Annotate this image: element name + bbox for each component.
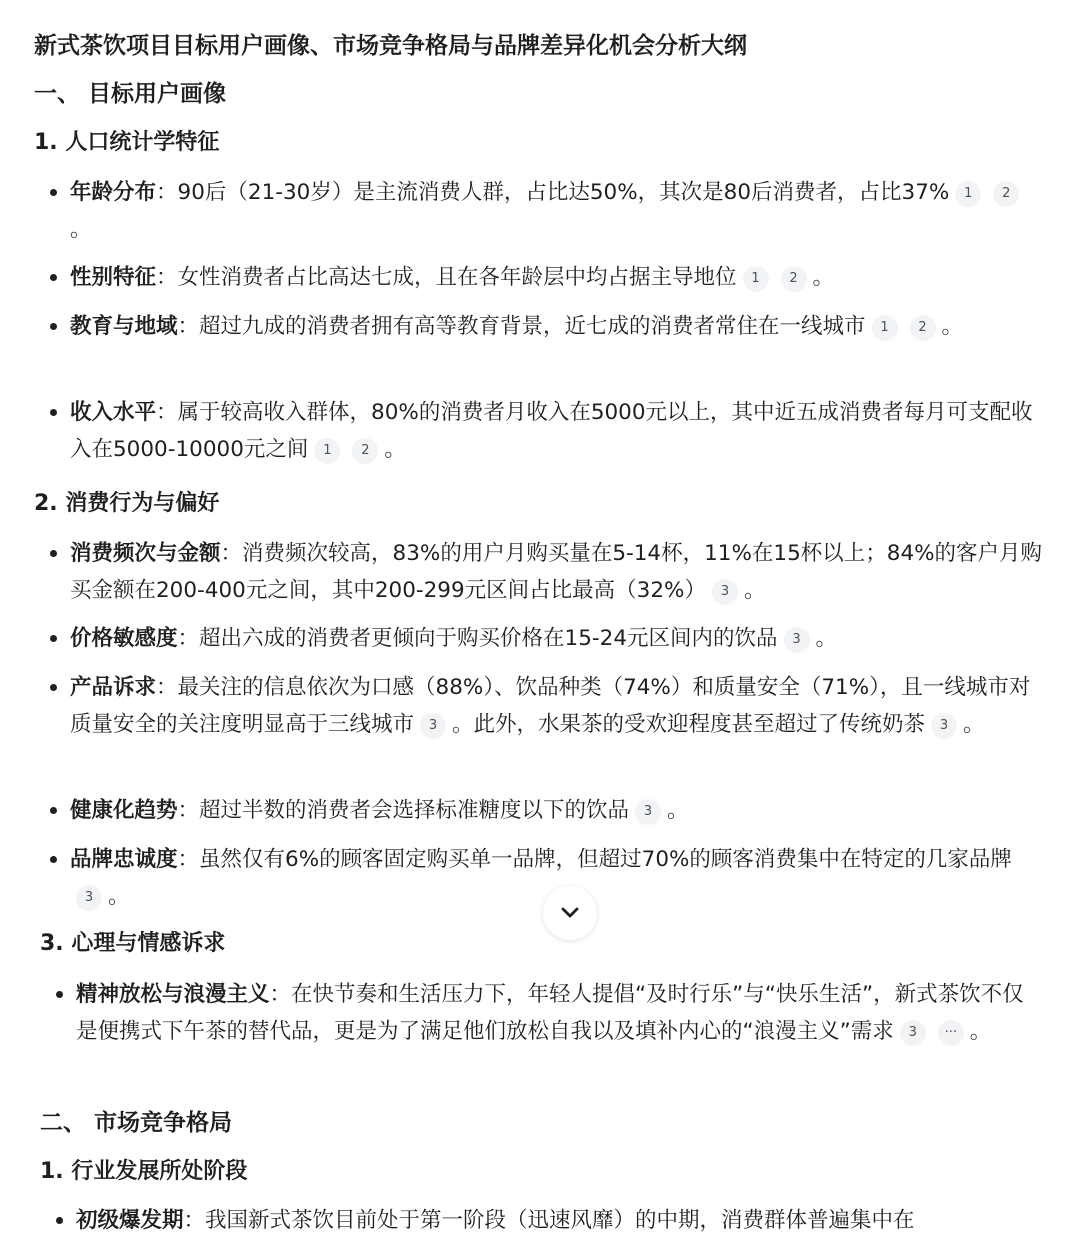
item-text: 超出六成的消费者更倾向于购买价格在15-24元区间内的饮品 xyxy=(199,626,778,651)
item-label: 教育与地域 xyxy=(70,314,178,339)
item-text: 女性消费者占比高达七成，且在各年龄层中均占据主导地位 xyxy=(177,265,737,290)
item-text: 虽然仅有6%的顾客固定购买单一品牌，但超过70%的顾客消费集中在特定的几家品牌 xyxy=(199,847,1012,872)
item-text: 我国新式茶饮目前处于第一阶段（迅速风靡）的中期，消费群体普遍集中在 xyxy=(205,1208,915,1233)
item-label: 健康化趋势 xyxy=(70,798,178,823)
item-label: 初级爆发期 xyxy=(76,1208,184,1233)
list-item-age: 年龄分布：90后（21-30岁）是主流消费人群，占比达50%，其次是80后消费者，占比37% 1 2。 xyxy=(70,174,1045,248)
citation-chip[interactable]: 3 xyxy=(784,627,810,653)
list-item-health-trend: 健康化趋势：超过半数的消费者会选择标准糖度以下的饮品 3 。 xyxy=(70,792,1045,829)
item-text: 属于较高收入群体，80%的消费者月收入在5000元以上，其中近五成消费者每月可支配收入在5000-10000元之间 xyxy=(70,400,1033,462)
citation-chip[interactable]: 3 xyxy=(76,885,102,911)
citation-chip[interactable]: 2 xyxy=(993,181,1019,207)
subheading-consumer-behavior: 2. 消费行为与偏好 xyxy=(34,491,220,516)
citation-chip[interactable]: 3 xyxy=(635,799,661,825)
citation-chip[interactable]: 2 xyxy=(352,438,378,464)
citation-chip[interactable]: 3 xyxy=(900,1020,926,1046)
citation-more-chip[interactable]: ··· xyxy=(938,1020,964,1046)
item-label: 消费频次与金额 xyxy=(70,541,221,566)
subheading-demographics: 1. 人口统计学特征 xyxy=(34,130,220,155)
item-label: 年龄分布 xyxy=(70,180,157,205)
item-label: 产品诉求 xyxy=(70,675,157,700)
list-item-product-demand: 产品诉求：最关注的信息依次为口感（88%）、饮品种类（74%）和质量安全（71%），且一线城市对质量安全的关注度明显高于三线城市 3 。此外，水果茶的受欢迎程度甚至超过了传统奶茶 3 。 xyxy=(70,669,1045,743)
item-label: 收入水平 xyxy=(70,400,157,425)
item-text: 超过九成的消费者拥有高等教育背景，近七成的消费者常住在一线城市 xyxy=(199,314,866,339)
list-item-gender: 性别特征：女性消费者占比高达七成，且在各年龄层中均占据主导地位 1 2 。 xyxy=(70,259,1045,296)
page-title: 新式茶饮项目目标用户画像、市场竞争格局与品牌差异化机会分析大纲 xyxy=(34,33,747,59)
item-text: 。此外，水果茶的受欢迎程度甚至超过了传统奶茶 xyxy=(452,712,926,737)
chevron-down-icon xyxy=(560,906,580,920)
list-item-education-region: 教育与地域：超过九成的消费者拥有高等教育背景，近七成的消费者常住在一线城市 1 2 。 xyxy=(70,308,1045,345)
subheading-psychology: 3. 心理与情感诉求 xyxy=(40,931,226,956)
list-item-brand-loyalty: 品牌忠诚度：虽然仅有6%的顾客固定购买单一品牌，但超过70%的顾客消费集中在特定的几家品牌3 。 xyxy=(70,841,1045,915)
citation-chip[interactable]: 3 xyxy=(931,713,957,739)
scroll-down-button[interactable] xyxy=(543,886,597,940)
list-item-income: 收入水平：属于较高收入群体，80%的消费者月收入在5000元以上，其中近五成消费者每月可支配收入在5000-10000元之间 1 2 。 xyxy=(70,394,1045,468)
item-label: 精神放松与浪漫主义 xyxy=(76,982,270,1007)
citation-chip[interactable]: 2 xyxy=(910,315,936,341)
list-item-frequency-amount: 消费频次与金额：消费频次较高，83%的用户月购买量在5-14杯，11%在15杯以上；84%的客户月购买金额在200-400元之间，其中200-299元区间占比最高（32%） 3 。 xyxy=(70,535,1045,609)
citation-chip[interactable]: 3 xyxy=(712,579,738,605)
item-label: 品牌忠诚度 xyxy=(70,847,178,872)
item-text: 90后（21-30岁）是主流消费人群，占比达50%，其次是80后消费者，占比37% xyxy=(177,180,950,205)
item-text: 在快节奏和生活压力下，年轻人提倡“及时行乐”与“快乐生活”，新式茶饮不仅是便携式下午茶的替代品，更是为了满足他们放松自我以及填补内心的“浪漫主义”需求 xyxy=(76,982,1024,1044)
citation-chip[interactable]: 1 xyxy=(743,266,769,292)
subheading-industry-stage: 1. 行业发展所处阶段 xyxy=(40,1159,248,1184)
item-text: 超过半数的消费者会选择标准糖度以下的饮品 xyxy=(199,798,630,823)
section-heading-competition: 二、 市场竞争格局 xyxy=(40,1110,233,1136)
citation-chip[interactable]: 3 xyxy=(420,713,446,739)
item-label: 价格敏感度 xyxy=(70,626,178,651)
list-item-initial-boom: 初级爆发期：我国新式茶饮目前处于第一阶段（迅速风靡）的中期，消费群体普遍集中在 xyxy=(76,1202,1041,1239)
citation-chip[interactable]: 1 xyxy=(872,315,898,341)
citation-chip[interactable]: 2 xyxy=(781,266,807,292)
item-label: 性别特征 xyxy=(70,265,157,290)
section-heading-user-profile: 一、 目标用户画像 xyxy=(34,81,227,107)
item-text: 消费频次较高，83%的用户月购买量在5-14杯，11%在15杯以上；84%的客户月购买金额在200-400元之间，其中200-299元区间占比最高（32%） xyxy=(70,541,1043,603)
list-item-relaxation-romance: 精神放松与浪漫主义：在快节奏和生活压力下，年轻人提倡“及时行乐”与“快乐生活”，新式茶饮不仅是便携式下午茶的替代品，更是为了满足他们放松自我以及填补内心的“浪漫主义”需求 3 ··· 。 xyxy=(76,976,1041,1050)
list-item-price-sensitivity: 价格敏感度：超出六成的消费者更倾向于购买价格在15-24元区间内的饮品 3 。 xyxy=(70,620,1045,657)
citation-chip[interactable]: 1 xyxy=(955,181,981,207)
citation-chip[interactable]: 1 xyxy=(314,438,340,464)
item-text: 最关注的信息依次为口感（88%）、饮品种类（74%）和质量安全（71%），且一线城市对质量安全的关注度明显高于三线城市 xyxy=(70,675,1031,737)
